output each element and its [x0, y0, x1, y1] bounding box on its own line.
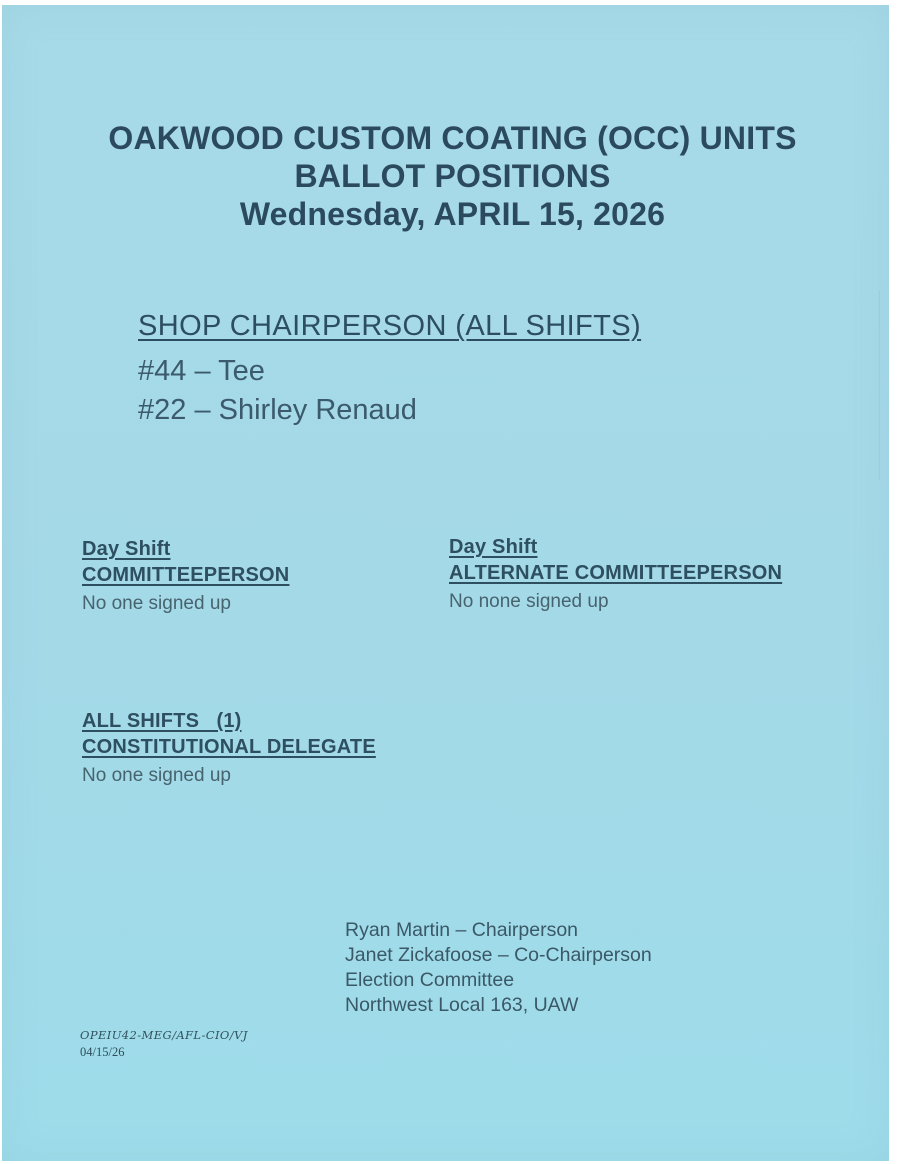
- shop-chairperson-section: [138, 310, 641, 430]
- title-line-date: Wednesday, APRIL 15, 2026: [239, 196, 666, 232]
- committee-line-committee: Election Committee: [345, 969, 515, 991]
- day-shift-committeeperson-section: [82, 536, 289, 615]
- committee-line-co-chairperson: Janet Zickafoose – Co-Chairperson: [345, 944, 652, 966]
- race-heading: [82, 708, 376, 760]
- race-heading-office: COMMITTEEPERSON: [82, 564, 290, 586]
- race-heading-office: CONSTITUTIONAL DELEGATE: [82, 736, 376, 758]
- title-line-ballot-positions: BALLOT POSITIONS: [294, 158, 611, 194]
- scan-artifact-line: [879, 290, 880, 480]
- race-heading-shift: Day Shift: [82, 538, 171, 560]
- shop-chairperson-candidates: [138, 352, 641, 430]
- blue-paper-sheet: [2, 5, 889, 1161]
- footer-date: 04/15/26: [80, 1045, 125, 1059]
- candidate-line: #22 – Shirley Renaud: [138, 394, 417, 426]
- candidate-line: #44 – Tee: [138, 355, 265, 387]
- race-heading-shift: ALL SHIFTS (1): [82, 710, 242, 732]
- union-label-code: OPEIU42-MEG/AFL-CIO/VJ: [80, 1028, 248, 1042]
- race-status: No one signed up: [82, 765, 231, 786]
- race-heading: [449, 534, 782, 586]
- day-shift-alternate-committeeperson-section: [449, 534, 782, 613]
- constitutional-delegate-section: [82, 708, 376, 787]
- title-line-units: OAKWOOD CUSTOM COATING (OCC) UNITS: [108, 120, 797, 156]
- committee-line-local: Northwest Local 163, UAW: [345, 994, 579, 1016]
- shop-chairperson-heading: SHOP CHAIRPERSON (ALL SHIFTS): [138, 310, 642, 342]
- race-heading: [82, 536, 289, 588]
- race-heading-shift: Day Shift: [449, 536, 538, 558]
- document-title: [2, 119, 889, 233]
- committee-line-chairperson: Ryan Martin – Chairperson: [345, 919, 579, 941]
- race-status: No one signed up: [82, 593, 231, 614]
- race-heading-office: ALTERNATE COMMITTEEPERSON: [449, 562, 783, 584]
- election-committee-signature-block: [345, 918, 652, 1018]
- race-status: No none signed up: [449, 591, 609, 612]
